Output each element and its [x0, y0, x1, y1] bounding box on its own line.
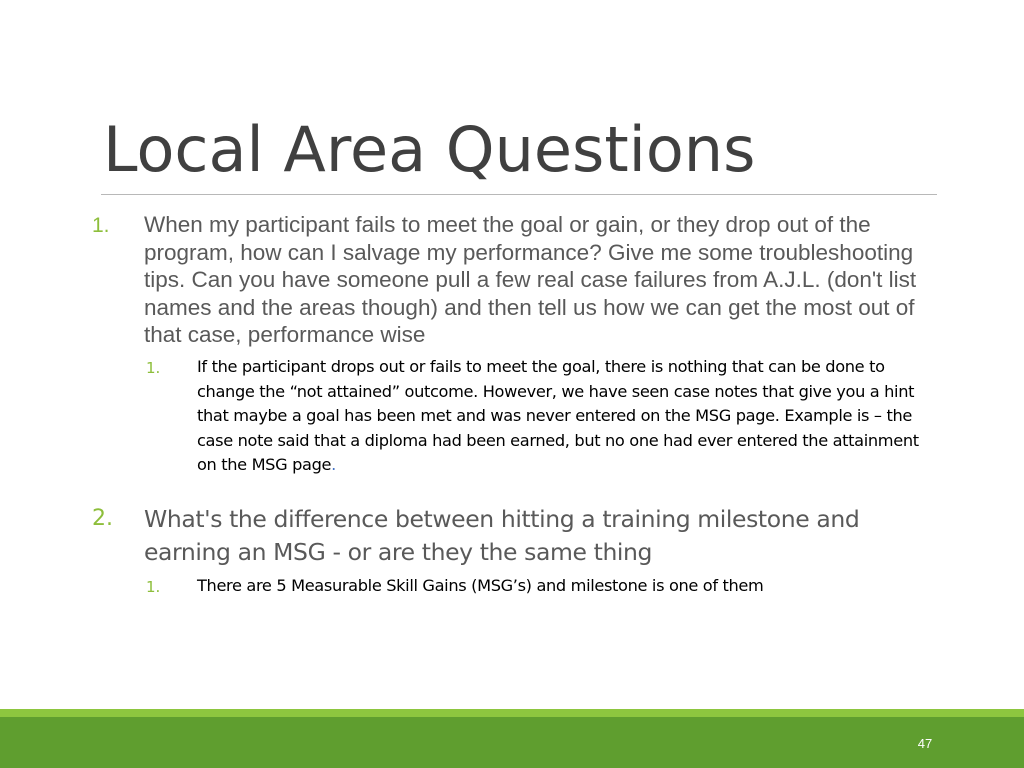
- title-divider: [101, 194, 937, 195]
- question-number: 1.: [92, 214, 110, 237]
- answer-text: If the participant drops out or fails to meet the goal, there is nothing that can be done to change the “not attained” outcome. However, we have seen case notes that give you a hint that maybe a goal has been met and was never entered on the MSG page. Example is – the case note said that a diploma had been earned, but no one had ever entered the attainment on the MSG page: [197, 357, 919, 474]
- answer-trailing-period: .: [331, 455, 336, 474]
- question-number: 2.: [92, 506, 113, 531]
- page-number: 47: [917, 736, 933, 751]
- answer-text-block: [197, 355, 942, 478]
- question-text: When my participant fails to meet the goal or gain, or they drop out of the program, how can I salvage my performance? Give me some troubleshooting tips. Can you have someone pull a few real case failures from A.J.L. (don't list names and the areas though) and then tell us how we can get the most out of that case, performance wise: [144, 212, 917, 347]
- answer-number: 1.: [146, 578, 161, 596]
- footer-bar: [0, 717, 1024, 768]
- footer-accent-bar: [0, 709, 1024, 717]
- slide-title: Local Area Questions: [103, 113, 756, 186]
- answer-text: There are 5 Measurable Skill Gains (MSG’s) and milestone is one of them: [197, 576, 764, 595]
- question-text: What's the difference between hitting a training milestone and earning an MSG - or are they the same thing: [144, 505, 860, 566]
- answer-number: 1.: [146, 359, 161, 377]
